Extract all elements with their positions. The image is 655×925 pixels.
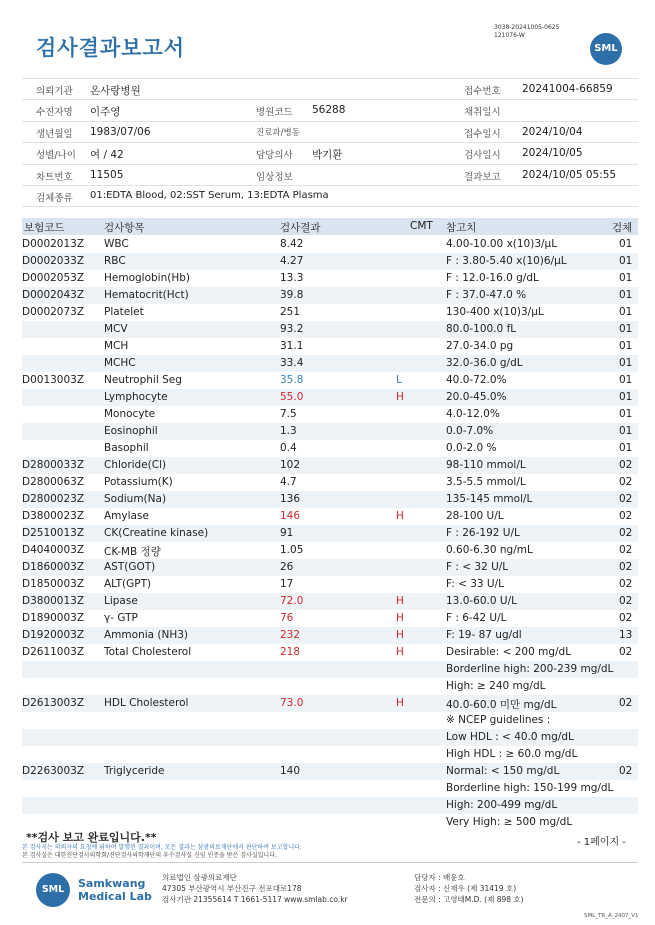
- reference-range: 40.0-72.0%: [446, 374, 507, 386]
- table-row: [22, 491, 638, 508]
- table-row: [22, 678, 638, 695]
- report-date: 2024/10/05 05:55: [522, 168, 617, 181]
- specimen-code: 01: [619, 306, 633, 318]
- test-name: WBC: [104, 238, 129, 250]
- test-result: 251: [280, 306, 301, 318]
- signature-line: 검사자 : 신재우 (제 31419 호): [414, 884, 517, 893]
- table-row: [22, 457, 638, 474]
- label-doctor: 담당의사: [256, 150, 293, 162]
- test-name: Chloride(Cl): [104, 459, 167, 471]
- specimen-code: 02: [619, 765, 633, 777]
- reference-range: High HDL : ≥ 60.0 mg/dL: [446, 748, 578, 760]
- result-flag: H: [396, 697, 404, 709]
- result-flag: H: [396, 510, 404, 522]
- test-name: Monocyte: [104, 408, 156, 420]
- test-name: HDL Cholesterol: [104, 697, 189, 709]
- reference-range: Borderline high: 200-239 mg/dL: [446, 663, 614, 675]
- test-code: D2800033Z: [22, 459, 85, 471]
- test-result: 1.05: [280, 544, 304, 556]
- table-row: [22, 406, 638, 423]
- specimen-code: 01: [619, 357, 633, 369]
- result-flag: L: [396, 374, 402, 386]
- specimen-type: 01:EDTA Blood, 02:SST Serum, 13:EDTA Plasma: [90, 189, 329, 201]
- test-code: D2800023Z: [22, 493, 85, 505]
- results-table-header: [22, 218, 638, 235]
- header-reference: 참고치: [446, 222, 477, 234]
- table-row: [22, 661, 638, 678]
- test-name: Neutrophil Seg: [104, 374, 182, 386]
- disclaimer-note: 본 검사지는 의뢰자의 요청에 의하여 발행된 결과이며, 모든 결과는 삼광의료재단에서 판단하여 보고합니다.: [22, 844, 302, 851]
- test-code: D3800023Z: [22, 510, 85, 522]
- test-name: Total Cholesterol: [104, 646, 192, 658]
- reference-range: 4.00-10.00 x(10)3/μL: [446, 238, 558, 250]
- test-result: 55.0: [280, 391, 304, 403]
- label-chart-number: 차트번호: [36, 171, 73, 183]
- specimen-code: 02: [619, 697, 633, 709]
- test-result: 39.8: [280, 289, 304, 301]
- specimen-code: 01: [619, 340, 633, 352]
- label-specimen-type: 검체종류: [36, 192, 73, 204]
- test-name: Triglyceride: [104, 765, 165, 777]
- reference-range: F : 12.0-16.0 g/dL: [446, 272, 539, 284]
- signature-line: 담당자 : 배윤호: [414, 873, 465, 882]
- table-row: [22, 542, 638, 559]
- test-name: MCHC: [104, 357, 136, 369]
- table-row: [22, 627, 638, 644]
- reference-range: 98-110 mmol/L: [446, 459, 526, 471]
- test-result: 35.8: [280, 374, 304, 386]
- doc-code-line2: 121076-W: [494, 32, 525, 39]
- test-result: 73.0: [280, 697, 304, 709]
- test-result: 0.4: [280, 442, 297, 454]
- test-name: RBC: [104, 255, 126, 267]
- test-result: 4.7: [280, 476, 297, 488]
- specimen-code: 02: [619, 493, 633, 505]
- test-name: Basophil: [104, 442, 149, 454]
- table-row: [22, 610, 638, 627]
- table-row: [22, 304, 638, 321]
- footer-sml-logo: SML: [36, 873, 70, 907]
- test-name: MCH: [104, 340, 129, 352]
- receipt-date: 2024/10/04: [522, 125, 583, 138]
- specimen-code: 01: [619, 255, 633, 267]
- header-code: 보험코드: [24, 222, 65, 234]
- patient-name: 이주영: [90, 106, 121, 119]
- test-result: 72.0: [280, 595, 304, 607]
- test-name: Hematocrit(Hct): [104, 289, 189, 301]
- reference-range: High: 200-499 mg/dL: [446, 799, 558, 811]
- test-name: AST(GOT): [104, 561, 156, 573]
- result-flag: H: [396, 629, 404, 641]
- reference-range: 28-100 U/L: [446, 510, 504, 522]
- hospital-code: 56288: [312, 104, 346, 117]
- test-code: D2800063Z: [22, 476, 85, 488]
- test-code: D4040003Z: [22, 544, 85, 556]
- specimen-code: 01: [619, 374, 633, 386]
- info-row: [22, 165, 638, 186]
- test-result: 31.1: [280, 340, 304, 352]
- label-receipt-date: 접수일시: [464, 128, 501, 140]
- test-result: 218: [280, 646, 301, 658]
- test-result: 93.2: [280, 323, 304, 335]
- test-name: CK(Creatine kinase): [104, 527, 209, 539]
- page-number: - 1페이지 -: [577, 837, 626, 848]
- label-hospital-code: 병원코드: [256, 107, 293, 119]
- form-code: SML_TR_A_2407_V1: [584, 913, 639, 919]
- test-result: 136: [280, 493, 301, 505]
- reference-range: Low HDL : < 40.0 mg/dL: [446, 731, 574, 743]
- reference-range: 135-145 mmol/L: [446, 493, 533, 505]
- label-requesting-institution: 의뢰기관: [36, 86, 73, 97]
- receipt-number: 20241004-66859: [522, 83, 613, 95]
- test-name: γ- GTP: [104, 612, 138, 624]
- test-name: Lipase: [104, 595, 138, 607]
- specimen-code: 02: [619, 527, 633, 539]
- result-flag: H: [396, 595, 404, 607]
- test-name: Lymphocyte: [104, 391, 168, 403]
- reference-range: 32.0-36.0 g/dL: [446, 357, 523, 369]
- test-code: D1860003Z: [22, 561, 85, 573]
- lab-name-line2: Medical Lab: [78, 890, 152, 903]
- result-flag: H: [396, 391, 404, 403]
- chart-number: 11505: [90, 168, 124, 181]
- test-result: 140: [280, 765, 301, 777]
- table-row: [22, 780, 638, 797]
- address-line: 의료법인 삼광의료재단: [162, 873, 237, 882]
- signature-line: 전문의 : 고영태M.D. (제 898 호): [414, 895, 524, 904]
- reference-range: Borderline high: 150-199 mg/dL: [446, 782, 614, 794]
- table-row: [22, 508, 638, 525]
- specimen-code: 01: [619, 442, 633, 454]
- test-name: Ammonia (NH3): [104, 629, 189, 641]
- test-name: ALT(GPT): [104, 578, 152, 590]
- test-name: Hemoglobin(Hb): [104, 272, 191, 284]
- test-result: 76: [280, 612, 294, 624]
- info-row: [22, 122, 638, 143]
- test-result: 26: [280, 561, 294, 573]
- test-name: MCV: [104, 323, 128, 335]
- header-result: 검사결과: [280, 222, 321, 234]
- label-patient-name: 수진자명: [36, 107, 73, 119]
- test-code: D0002013Z: [22, 238, 85, 250]
- test-code: D0002053Z: [22, 272, 85, 284]
- result-flag: H: [396, 612, 404, 624]
- header-specimen: 검체: [612, 222, 633, 234]
- reference-range: 4.0-12.0%: [446, 408, 500, 420]
- label-department: 진료과/병동: [256, 127, 300, 138]
- table-row: [22, 525, 638, 542]
- table-row: [22, 321, 638, 338]
- specimen-code: 02: [619, 561, 633, 573]
- address-line: 검사기관 21355614 T 1661-5117 www.smlab.co.kr: [162, 895, 348, 904]
- test-code: D2613003Z: [22, 697, 85, 709]
- table-row: [22, 440, 638, 457]
- report-title: 검사결과보고서: [36, 36, 186, 60]
- reference-range: F : 6-42 U/L: [446, 612, 507, 624]
- test-result: 33.4: [280, 357, 304, 369]
- table-row: [22, 559, 638, 576]
- test-result: 17: [280, 578, 294, 590]
- test-result: 13.3: [280, 272, 304, 284]
- specimen-code: 01: [619, 272, 633, 284]
- specimen-code: 01: [619, 391, 633, 403]
- table-row: [22, 797, 638, 814]
- reference-range: F: < 33 U/L: [446, 578, 505, 590]
- test-result: 4.27: [280, 255, 304, 267]
- requesting-institution: 온사랑병원: [90, 85, 141, 97]
- report-complete-text: **검사 보고 완료입니다.**: [26, 831, 157, 844]
- lab-address: [162, 872, 348, 905]
- reference-range: ※ NCEP guidelines :: [446, 714, 551, 726]
- specimen-code: 02: [619, 510, 633, 522]
- reference-range: 80.0-100.0 fL: [446, 323, 517, 335]
- doc-code-line1: 3038-20241005-0625: [494, 24, 560, 31]
- reference-range: Very High: ≥ 500 mg/dL: [446, 816, 573, 828]
- table-row: [22, 729, 638, 746]
- table-row: [22, 695, 638, 712]
- test-code: D1920003Z: [22, 629, 85, 641]
- footer-divider: [22, 862, 638, 863]
- patient-info-block: [22, 78, 638, 207]
- test-code: D2510013Z: [22, 527, 85, 539]
- doctor: 박기환: [312, 149, 343, 162]
- lab-name-line1: Samkwang: [78, 877, 146, 890]
- table-row: [22, 338, 638, 355]
- table-row: [22, 746, 638, 763]
- sex-age: 여 / 42: [90, 149, 124, 162]
- test-result: 91: [280, 527, 294, 539]
- table-row: [22, 593, 638, 610]
- label-clinical-info: 임상정보: [256, 171, 293, 183]
- test-name: Platelet: [104, 306, 144, 318]
- test-result: 102: [280, 459, 301, 471]
- table-row: [22, 389, 638, 406]
- reference-range: High: ≥ 240 mg/dL: [446, 680, 546, 692]
- info-row: [22, 143, 638, 164]
- table-row: [22, 372, 638, 389]
- table-row: [22, 576, 638, 593]
- specimen-code: 13: [619, 629, 633, 641]
- label-test-date: 검사일시: [464, 150, 501, 162]
- reference-range: F: 19- 87 ug/dl: [446, 629, 522, 641]
- reference-range: 3.5-5.5 mmol/L: [446, 476, 526, 488]
- label-report-date: 결과보고: [464, 171, 501, 183]
- table-row: [22, 253, 638, 270]
- test-result: 8.42: [280, 238, 304, 250]
- info-row: [22, 78, 638, 100]
- specimen-code: 01: [619, 238, 633, 250]
- reference-range: 27.0-34.0 pg: [446, 340, 514, 352]
- specimen-code: 02: [619, 476, 633, 488]
- reference-range: 40.0-60.0 미만 mg/dL: [446, 699, 557, 711]
- reference-range: 0.0-7.0%: [446, 425, 494, 437]
- table-row: [22, 712, 638, 729]
- specimen-code: 01: [619, 425, 633, 437]
- reference-range: 130-400 x(10)3/μL: [446, 306, 544, 318]
- result-flag: H: [396, 646, 404, 658]
- specimen-code: 02: [619, 544, 633, 556]
- reference-range: 20.0-45.0%: [446, 391, 507, 403]
- address-line: 47305 부산광역시 부산진구 전포대로178: [162, 884, 302, 893]
- test-code: D2263003Z: [22, 765, 85, 777]
- specimen-code: 01: [619, 408, 633, 420]
- reference-range: F : 3.80-5.40 x(10)6/μL: [446, 255, 567, 267]
- table-row: [22, 644, 638, 661]
- specimen-code: 02: [619, 646, 633, 658]
- test-date: 2024/10/05: [522, 147, 583, 160]
- test-code: D0013003Z: [22, 374, 85, 386]
- table-row: [22, 355, 638, 372]
- certification-note: 본 검사실은 대한진단검사의학회/진단검사의학재단의 우수검사실 신임 인증을 받은 검사실입니다.: [22, 852, 277, 859]
- test-result: 1.3: [280, 425, 297, 437]
- reference-range: 0.0-2.0 %: [446, 442, 497, 454]
- label-collection-date: 채취일시: [464, 107, 501, 119]
- test-result: 232: [280, 629, 301, 641]
- info-row: [22, 186, 638, 207]
- reference-range: 0.60-6.30 ng/mL: [446, 544, 533, 556]
- header-cmt: CMT: [410, 220, 433, 232]
- reference-range: Desirable: < 200 mg/dL: [446, 646, 572, 658]
- table-row: [22, 474, 638, 491]
- test-name: Eosinophil: [104, 425, 158, 437]
- specimen-code: 02: [619, 595, 633, 607]
- specimen-code: 02: [619, 578, 633, 590]
- sml-logo: SML: [590, 33, 622, 65]
- birth-date: 1983/07/06: [90, 125, 151, 138]
- specimen-code: 02: [619, 612, 633, 624]
- test-result: 7.5: [280, 408, 297, 420]
- test-name: Amylase: [104, 510, 149, 522]
- table-row: [22, 423, 638, 440]
- test-code: D1850003Z: [22, 578, 85, 590]
- test-code: D2611003Z: [22, 646, 85, 658]
- signatures: [414, 872, 524, 905]
- results-table-body: [22, 236, 638, 831]
- table-row: [22, 287, 638, 304]
- specimen-code: 02: [619, 459, 633, 471]
- header-name: 검사항목: [104, 222, 145, 234]
- table-row: [22, 236, 638, 253]
- table-row: [22, 763, 638, 780]
- test-code: D0002033Z: [22, 255, 85, 267]
- test-result: 146: [280, 510, 301, 522]
- table-row: [22, 270, 638, 287]
- test-code: D3800013Z: [22, 595, 85, 607]
- test-name: Potassium(K): [104, 476, 173, 488]
- reference-range: F : 37.0-47.0 %: [446, 289, 527, 301]
- lab-name: [78, 877, 152, 903]
- test-name: Sodium(Na): [104, 493, 167, 505]
- reference-range: F : 26-192 U/L: [446, 527, 520, 539]
- document-code: [494, 24, 559, 40]
- label-birth-date: 생년월일: [36, 128, 73, 140]
- specimen-code: 01: [619, 289, 633, 301]
- test-name: CK-MB 정량: [104, 546, 161, 558]
- reference-range: F : < 32 U/L: [446, 561, 509, 573]
- reference-range: 13.0-60.0 U/L: [446, 595, 517, 607]
- test-code: D0002043Z: [22, 289, 85, 301]
- test-code: D1890003Z: [22, 612, 85, 624]
- specimen-code: 01: [619, 323, 633, 335]
- label-sex-age: 성별/나이: [36, 150, 76, 162]
- reference-range: Normal: < 150 mg/dL: [446, 765, 560, 777]
- test-code: D0002073Z: [22, 306, 85, 318]
- info-row: [22, 100, 638, 121]
- label-receipt-number: 접수번호: [464, 86, 501, 97]
